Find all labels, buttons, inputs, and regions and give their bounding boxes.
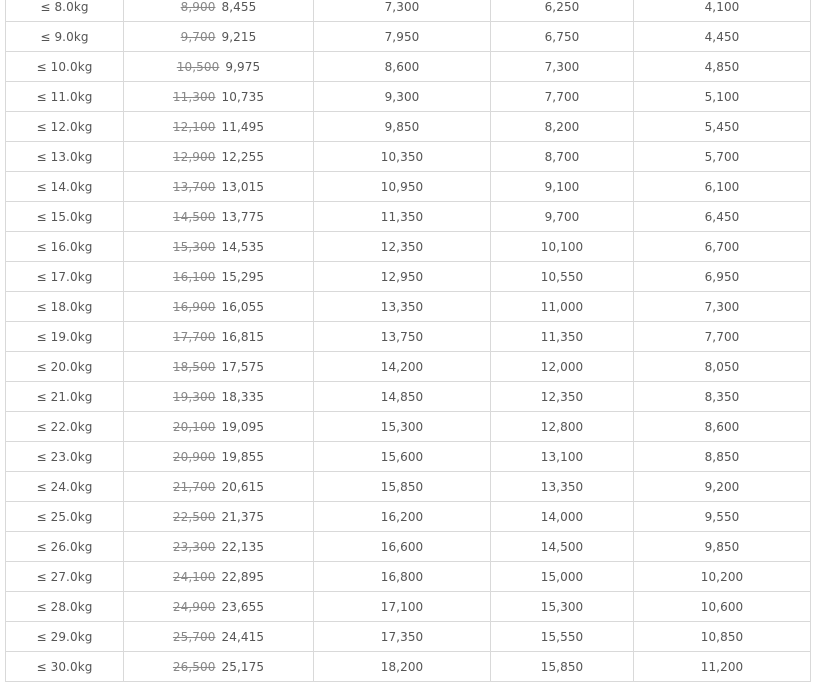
price-cell (124, 22, 314, 52)
weight-cell: ≤ 20.0kg (6, 352, 124, 382)
rate-cell: 8,600 (314, 52, 491, 82)
rate-cell: 7,700 (634, 322, 811, 352)
original-price: 25,700 (172, 629, 216, 644)
rate-cell: 8,350 (634, 382, 811, 412)
rate-cell: 10,100 (491, 232, 634, 262)
weight-cell: ≤ 9.0kg (6, 22, 124, 52)
rate-cell: 6,700 (634, 232, 811, 262)
rate-cell: 4,450 (634, 22, 811, 52)
discounted-price: 9,975 (225, 59, 261, 74)
rate-cell: 11,200 (634, 652, 811, 682)
rate-cell: 14,500 (491, 532, 634, 562)
rate-cell: 9,550 (634, 502, 811, 532)
weight-cell: ≤ 24.0kg (6, 472, 124, 502)
rate-cell: 10,550 (491, 262, 634, 292)
rate-cell: 10,850 (634, 622, 811, 652)
rate-cell: 8,600 (634, 412, 811, 442)
original-price: 17,700 (172, 329, 216, 344)
discounted-price: 18,335 (221, 389, 265, 404)
rate-cell: 9,850 (314, 112, 491, 142)
rate-cell: 13,750 (314, 322, 491, 352)
table-row (6, 472, 811, 502)
weight-cell: ≤ 21.0kg (6, 382, 124, 412)
table-row (6, 0, 811, 22)
price-cell (124, 532, 314, 562)
discounted-price: 9,215 (221, 29, 257, 44)
rate-cell: 15,300 (491, 592, 634, 622)
original-price: 22,500 (172, 509, 216, 524)
discounted-price: 16,815 (221, 329, 265, 344)
rate-cell: 12,800 (491, 412, 634, 442)
original-price: 9,700 (180, 29, 216, 44)
rate-cell: 7,300 (634, 292, 811, 322)
weight-cell: ≤ 18.0kg (6, 292, 124, 322)
table-row (6, 52, 811, 82)
rate-cell: 5,450 (634, 112, 811, 142)
weight-cell: ≤ 12.0kg (6, 112, 124, 142)
original-price: 16,100 (172, 269, 216, 284)
rate-cell: 10,600 (634, 592, 811, 622)
rate-cell: 13,350 (491, 472, 634, 502)
rate-cell: 17,100 (314, 592, 491, 622)
rate-cell: 8,200 (491, 112, 634, 142)
original-price: 13,700 (172, 179, 216, 194)
rate-table-body (6, 0, 811, 682)
rate-cell: 5,700 (634, 142, 811, 172)
weight-cell: ≤ 23.0kg (6, 442, 124, 472)
rate-cell: 5,100 (634, 82, 811, 112)
weight-cell: ≤ 16.0kg (6, 232, 124, 262)
original-price: 15,300 (172, 239, 216, 254)
rate-cell: 14,200 (314, 352, 491, 382)
price-cell (124, 382, 314, 412)
discounted-price: 12,255 (221, 149, 265, 164)
discounted-price: 16,055 (221, 299, 265, 314)
price-cell (124, 562, 314, 592)
weight-cell: ≤ 8.0kg (6, 0, 124, 22)
weight-cell: ≤ 13.0kg (6, 142, 124, 172)
table-row (6, 292, 811, 322)
original-price: 11,300 (172, 89, 216, 104)
rate-cell: 10,200 (634, 562, 811, 592)
price-cell (124, 142, 314, 172)
price-cell (124, 622, 314, 652)
table-row (6, 232, 811, 262)
discounted-price: 14,535 (221, 239, 265, 254)
weight-cell: ≤ 11.0kg (6, 82, 124, 112)
price-cell (124, 472, 314, 502)
rate-cell: 16,200 (314, 502, 491, 532)
weight-cell: ≤ 14.0kg (6, 172, 124, 202)
table-row (6, 652, 811, 682)
price-cell (124, 352, 314, 382)
rate-cell: 14,000 (491, 502, 634, 532)
rate-cell: 11,350 (491, 322, 634, 352)
discounted-price: 13,775 (221, 209, 265, 224)
rate-cell: 9,850 (634, 532, 811, 562)
original-price: 20,100 (172, 419, 216, 434)
price-cell (124, 592, 314, 622)
original-price: 12,100 (172, 119, 216, 134)
rate-cell: 7,300 (314, 0, 491, 22)
rate-cell: 12,000 (491, 352, 634, 382)
price-cell (124, 202, 314, 232)
rate-cell: 17,350 (314, 622, 491, 652)
discounted-price: 21,375 (221, 509, 265, 524)
rate-cell: 8,050 (634, 352, 811, 382)
discounted-price: 19,095 (221, 419, 265, 434)
rate-cell: 6,750 (491, 22, 634, 52)
table-row (6, 412, 811, 442)
table-row (6, 622, 811, 652)
rate-cell: 8,850 (634, 442, 811, 472)
price-cell (124, 232, 314, 262)
rate-cell: 6,950 (634, 262, 811, 292)
original-price: 16,900 (172, 299, 216, 314)
weight-cell: ≤ 30.0kg (6, 652, 124, 682)
rate-cell: 7,700 (491, 82, 634, 112)
weight-cell: ≤ 10.0kg (6, 52, 124, 82)
rate-cell: 6,100 (634, 172, 811, 202)
table-row (6, 382, 811, 412)
discounted-price: 23,655 (221, 599, 265, 614)
original-price: 10,500 (176, 59, 220, 74)
original-price: 23,300 (172, 539, 216, 554)
table-row (6, 562, 811, 592)
original-price: 24,900 (172, 599, 216, 614)
price-cell (124, 652, 314, 682)
rate-cell: 4,100 (634, 0, 811, 22)
table-row (6, 592, 811, 622)
original-price: 24,100 (172, 569, 216, 584)
weight-cell: ≤ 27.0kg (6, 562, 124, 592)
weight-cell: ≤ 17.0kg (6, 262, 124, 292)
discounted-price: 20,615 (221, 479, 265, 494)
rate-cell: 16,800 (314, 562, 491, 592)
rate-cell: 12,950 (314, 262, 491, 292)
table-row (6, 322, 811, 352)
price-cell (124, 82, 314, 112)
price-cell (124, 442, 314, 472)
rate-table-container (5, 0, 811, 682)
price-cell (124, 262, 314, 292)
table-row (6, 112, 811, 142)
discounted-price: 13,015 (221, 179, 265, 194)
rate-cell: 13,350 (314, 292, 491, 322)
price-cell (124, 322, 314, 352)
original-price: 14,500 (172, 209, 216, 224)
rate-cell: 11,350 (314, 202, 491, 232)
price-cell (124, 292, 314, 322)
rate-cell: 12,350 (491, 382, 634, 412)
discounted-price: 22,135 (221, 539, 265, 554)
rate-cell: 4,850 (634, 52, 811, 82)
table-row (6, 442, 811, 472)
original-price: 18,500 (172, 359, 216, 374)
rate-cell: 7,300 (491, 52, 634, 82)
discounted-price: 17,575 (221, 359, 265, 374)
weight-cell: ≤ 29.0kg (6, 622, 124, 652)
rate-cell: 8,700 (491, 142, 634, 172)
rate-cell: 11,000 (491, 292, 634, 322)
rate-cell: 12,350 (314, 232, 491, 262)
weight-cell: ≤ 25.0kg (6, 502, 124, 532)
rate-cell: 10,350 (314, 142, 491, 172)
rate-cell: 15,300 (314, 412, 491, 442)
weight-cell: ≤ 28.0kg (6, 592, 124, 622)
discounted-price: 25,175 (221, 659, 265, 674)
rate-cell: 7,950 (314, 22, 491, 52)
rate-table (5, 0, 811, 682)
rate-cell: 15,000 (491, 562, 634, 592)
original-price: 20,900 (172, 449, 216, 464)
table-row (6, 22, 811, 52)
price-cell (124, 0, 314, 22)
rate-cell: 9,700 (491, 202, 634, 232)
table-row (6, 82, 811, 112)
price-cell (124, 502, 314, 532)
rate-cell: 6,450 (634, 202, 811, 232)
discounted-price: 22,895 (221, 569, 265, 584)
rate-cell: 13,100 (491, 442, 634, 472)
price-cell (124, 172, 314, 202)
rate-cell: 18,200 (314, 652, 491, 682)
weight-cell: ≤ 26.0kg (6, 532, 124, 562)
original-price: 21,700 (172, 479, 216, 494)
rate-cell: 15,850 (314, 472, 491, 502)
table-row (6, 262, 811, 292)
table-row (6, 142, 811, 172)
rate-cell: 16,600 (314, 532, 491, 562)
rate-cell: 15,550 (491, 622, 634, 652)
price-cell (124, 52, 314, 82)
rate-cell: 14,850 (314, 382, 491, 412)
discounted-price: 24,415 (221, 629, 265, 644)
rate-cell: 9,300 (314, 82, 491, 112)
rate-cell: 6,250 (491, 0, 634, 22)
rate-cell: 15,600 (314, 442, 491, 472)
weight-cell: ≤ 22.0kg (6, 412, 124, 442)
table-row (6, 532, 811, 562)
discounted-price: 19,855 (221, 449, 265, 464)
discounted-price: 8,455 (221, 0, 257, 14)
discounted-price: 10,735 (221, 89, 265, 104)
discounted-price: 15,295 (221, 269, 265, 284)
rate-cell: 9,100 (491, 172, 634, 202)
discounted-price: 11,495 (221, 119, 265, 134)
table-row (6, 352, 811, 382)
original-price: 8,900 (180, 0, 216, 14)
table-row (6, 202, 811, 232)
rate-cell: 9,200 (634, 472, 811, 502)
original-price: 19,300 (172, 389, 216, 404)
price-cell (124, 112, 314, 142)
weight-cell: ≤ 19.0kg (6, 322, 124, 352)
original-price: 12,900 (172, 149, 216, 164)
table-row (6, 172, 811, 202)
table-row (6, 502, 811, 532)
original-price: 26,500 (172, 659, 216, 674)
weight-cell: ≤ 15.0kg (6, 202, 124, 232)
price-cell (124, 412, 314, 442)
rate-cell: 10,950 (314, 172, 491, 202)
rate-cell: 15,850 (491, 652, 634, 682)
